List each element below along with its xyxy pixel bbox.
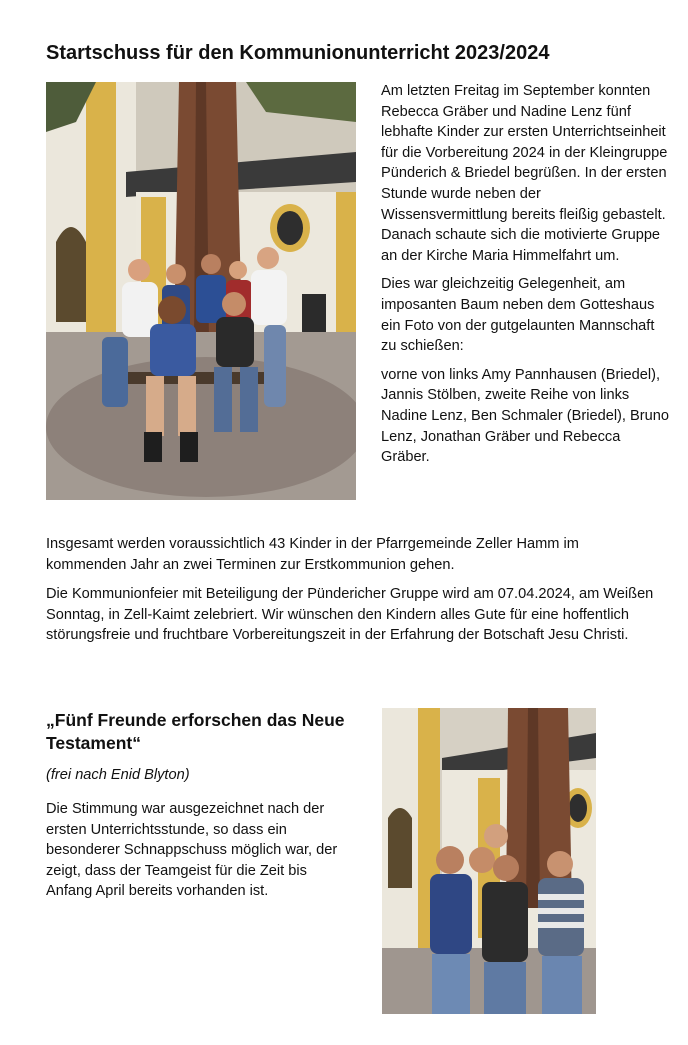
- body-paragraph: Die Kommunionfeier mit Beteiligung der Pündericher Gruppe wird am 07.04.2024, am Weißen Sonntag, in Zell-Kaimt zelebriert. Wir wünschen den Kindern alles Gute für eine hoffentlich störungsfreie und fruchtbare Vorbereitungszeit in der Erfahrung der Botschaft Jesu Christi.: [46, 586, 654, 644]
- group-photo: [46, 82, 356, 500]
- article-body: [46, 534, 656, 655]
- section-body: [46, 799, 346, 902]
- side-paragraph: Dies war gleichzeitig Gelegenheit, am imposanten Baum neben dem Gotteshaus ein Foto von der gutgelaunten Mannschaft zu schießen:: [381, 276, 655, 355]
- article-title: Startschuss für den Kommunionunterricht 2023/2024: [46, 42, 550, 64]
- side-paragraph: vorne von links Amy Pannhausen (Briedel), Jannis Stölben, zweite Reihe von links Nadine Lenz, Ben Schmaler (Briedel), Bruno Lenz, Jonathan Gräber und Rebecca Gräber.: [381, 366, 669, 466]
- section-paragraph: Die Stimmung war ausgezeichnet nach der ersten Unterrichtsstunde, so dass ein besonderer Schnappschuss möglich war, der zeigt, dass der Teamgeist für die Zeit bis Anfang April bereits vorhanden ist.: [46, 801, 338, 900]
- section-heading: „Fünf Freunde erforschen das Neue Testament“: [46, 710, 345, 753]
- group-photo-image: [46, 82, 356, 500]
- side-paragraph: Am letzten Freitag im September konnten Rebecca Gräber und Nadine Lenz fünf lebhafte Kinder zur ersten Unterrichtseinheit für die Vorbereitung 2024 in der Kleingruppe Pünderich & Briedel begrüßen. In der ersten Stunde wurde neben der Wissensvermittlung bereits fleißig gebastelt. Danach schaute sich die motivierte Gruppe an der Kirche Maria Himmelfahrt um.: [381, 83, 668, 264]
- boys-photo: [382, 708, 596, 1014]
- section-subtitle: (frei nach Enid Blyton): [46, 767, 190, 783]
- boys-photo-image: [382, 708, 596, 1014]
- body-paragraph: Insgesamt werden voraussichtlich 43 Kinder in der Pfarrgemeinde Zeller Hamm im kommenden Jahr an zwei Terminen zur Erstkommunion gehen.: [46, 536, 579, 573]
- article-side-text: [381, 81, 671, 476]
